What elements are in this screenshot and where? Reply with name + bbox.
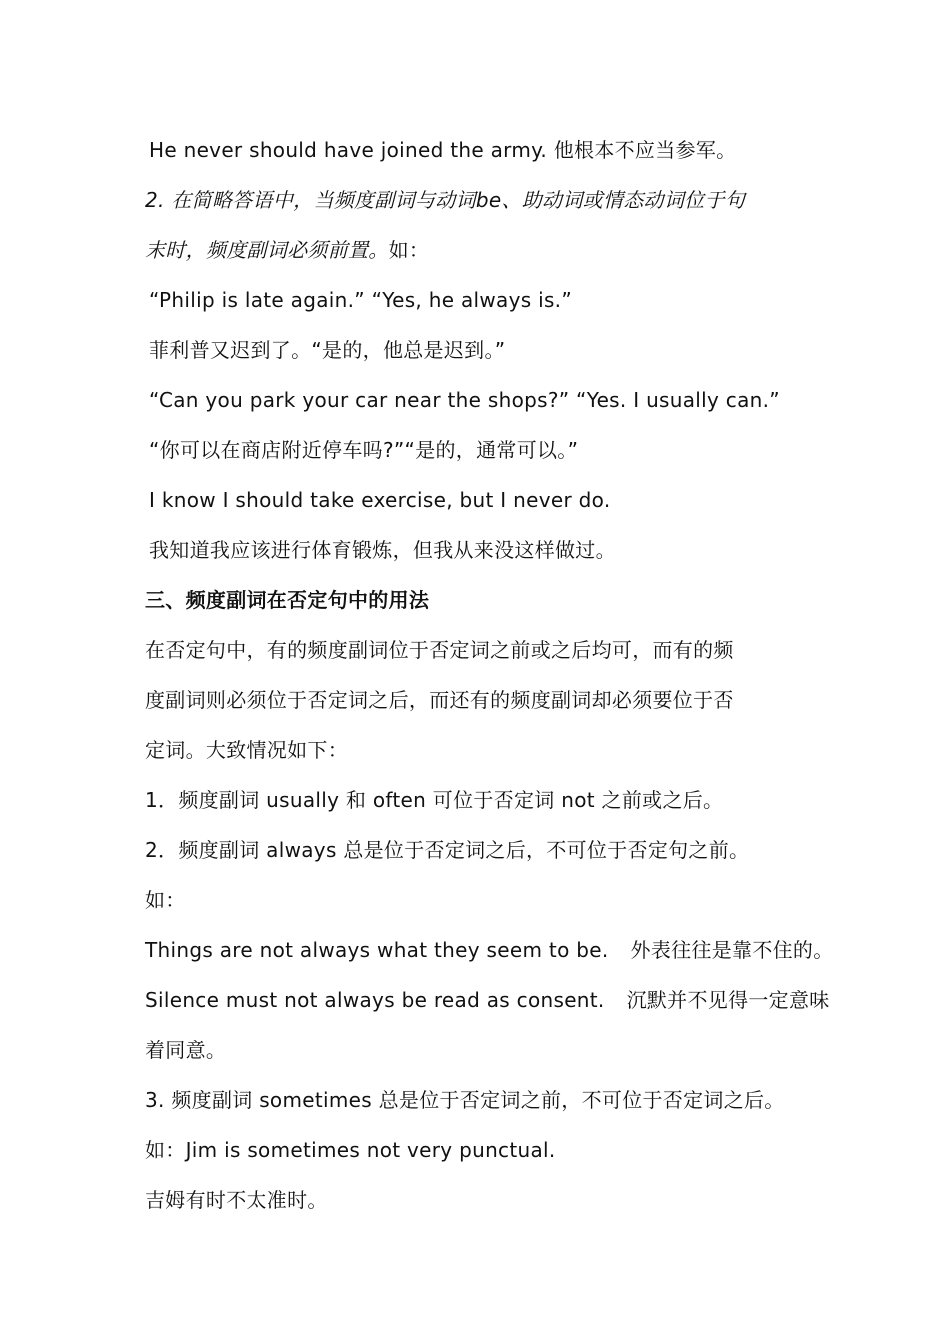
example-park-en: “Can you park your car near the shops?” “Yes. I usually can.” (149, 388, 780, 412)
point-1: 1．频度副词 usually 和 often 可位于否定词 not 之前或之后。 (145, 788, 724, 812)
example-things-line (145, 936, 834, 964)
example-philip-en: “Philip is late again.” “Yes, he always is.” (149, 288, 573, 312)
rule-2-line-1 (145, 186, 825, 214)
example-things-en: Things are not always what they seem to be. (145, 938, 609, 962)
section-3-paragraph-line-2: 度副词则必须位于否定词之后，而还有的频度副词却必须要位于否 (145, 688, 734, 712)
rule-2-line-2 (145, 236, 825, 264)
rule-2-example-intro: 如： (388, 238, 430, 262)
section-heading-3: 三、频度副词在否定句中的用法 (145, 588, 430, 612)
section-3-paragraph-line-3: 定词。大致情况如下： (145, 738, 348, 762)
example-silence-zh-part-2: 着同意。 (145, 1038, 227, 1062)
point-2-example-intro: 如： (145, 888, 186, 912)
point-3: 3. 频度副词 sometimes 总是位于否定词之前，不可位于否定词之后。 (145, 1088, 785, 1112)
example-silence-en: Silence must not always be read as consent. (145, 988, 605, 1012)
example-jim-zh: 吉姆有时不太准时。 (145, 1188, 328, 1212)
section-3-paragraph-line-1: 在否定句中，有的频度副词位于否定词之前或之后均可，而有的频 (145, 638, 734, 662)
example-silence-line (145, 986, 830, 1014)
example-silence-zh-part-1: 沉默并不见得一定意味 (626, 988, 830, 1012)
point-2: 2．频度副词 always 总是位于否定词之后，不可位于否定句之前。 (145, 838, 750, 862)
example-things-zh: 外表往往是靠不住的。 (630, 938, 834, 962)
example-exercise-en: I know I should take exercise, but I never do. (149, 488, 611, 512)
example-park-zh: “你可以在商店附近停车吗?”“是的，通常可以。” (149, 438, 579, 462)
example-philip-zh: 菲利普又迟到了。“是的，他总是迟到。” (149, 338, 506, 362)
rule-2-text-line-1: 2. 在简略答语中，当频度副词与动词be、助动词或情态动词位于句 (145, 188, 746, 212)
example-exercise-zh: 我知道我应该进行体育锻炼，但我从来没这样做过。 (149, 538, 616, 562)
example-jim-en: 如：Jim is sometimes not very punctual. (145, 1138, 556, 1162)
rule-2-text-line-2: 末时，频度副词必须前置。 (145, 238, 389, 262)
example-sentence-army: He never should have joined the army. 他根本不应当参军。 (149, 138, 737, 162)
